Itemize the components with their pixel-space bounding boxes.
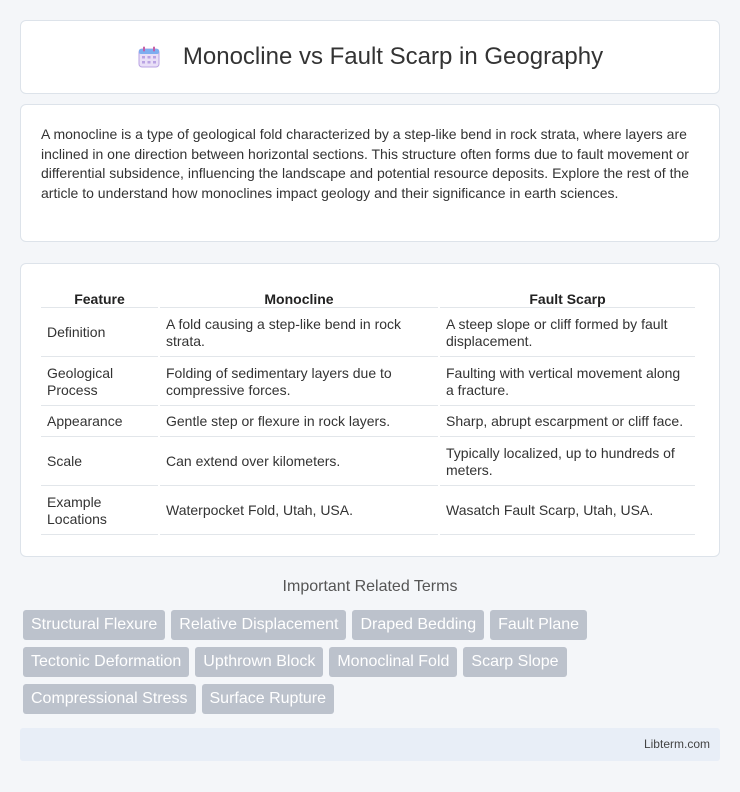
tag-monoclinal-fold[interactable]: Monoclinal Fold [329, 647, 457, 677]
header-feature: Feature [41, 286, 158, 308]
related-terms-list [23, 610, 723, 721]
calendar-icon [137, 45, 161, 69]
tag-draped-bedding[interactable]: Draped Bedding [352, 610, 484, 640]
comparison-card [20, 263, 720, 557]
monocline-cell: Can extend over kilometers. [160, 439, 438, 486]
comparison-table [39, 284, 697, 537]
page-title: Monocline vs Fault Scarp in Geography [182, 43, 604, 70]
fault-scarp-cell: A steep slope or cliff formed by fault displacement. [440, 310, 695, 357]
tag-structural-flexure[interactable]: Structural Flexure [23, 610, 165, 640]
fault-scarp-cell: Typically localized, up to hundreds of meters. [440, 439, 695, 486]
footer-site-link[interactable]: Libterm.com [643, 737, 710, 751]
table-row [41, 439, 695, 486]
table-row [41, 408, 695, 437]
title-card [20, 20, 720, 94]
intro-paragraph: A monocline is a type of geological fold characterized by a step-like bend in rock strata, where layers are inclined in one direction between horizontal sections. This structure often forms due to fault movement or differential subsidence, influencing the landscape and potential resource deposits. Explore the rest of the article to understand how monoclines impact geology and their significance in earth sciences. [41, 126, 690, 201]
table-row [41, 488, 695, 535]
monocline-cell: A fold causing a step-like bend in rock strata. [160, 310, 438, 357]
header-fault-scarp: Fault Scarp [440, 286, 695, 308]
monocline-cell: Folding of sedimentary layers due to compressive forces. [160, 359, 438, 406]
tag-relative-displacement[interactable]: Relative Displacement [171, 610, 346, 640]
tag-scarp-slope[interactable]: Scarp Slope [463, 647, 566, 677]
feature-cell: Geological Process [41, 359, 158, 406]
feature-cell: Example Locations [41, 488, 158, 535]
table-header-row [41, 286, 695, 308]
tag-fault-plane[interactable]: Fault Plane [490, 610, 587, 640]
table-row [41, 359, 695, 406]
tag-row [23, 684, 723, 714]
monocline-cell: Gentle step or flexure in rock layers. [160, 408, 438, 437]
footer [20, 728, 720, 761]
tag-row [23, 647, 723, 677]
related-terms-heading: Important Related Terms [282, 578, 458, 595]
fault-scarp-cell: Wasatch Fault Scarp, Utah, USA. [440, 488, 695, 535]
tag-compressional-stress[interactable]: Compressional Stress [23, 684, 196, 714]
header-monocline: Monocline [160, 286, 438, 308]
tag-tectonic-deformation[interactable]: Tectonic Deformation [23, 647, 189, 677]
tag-surface-rupture[interactable]: Surface Rupture [202, 684, 335, 714]
feature-cell: Definition [41, 310, 158, 357]
fault-scarp-cell: Sharp, abrupt escarpment or cliff face. [440, 408, 695, 437]
fault-scarp-cell: Faulting with vertical movement along a fracture. [440, 359, 695, 406]
tag-row [23, 610, 723, 640]
tag-upthrown-block[interactable]: Upthrown Block [195, 647, 323, 677]
intro-card [20, 104, 720, 242]
feature-cell: Appearance [41, 408, 158, 437]
table-row [41, 310, 695, 357]
feature-cell: Scale [41, 439, 158, 486]
monocline-cell: Waterpocket Fold, Utah, USA. [160, 488, 438, 535]
